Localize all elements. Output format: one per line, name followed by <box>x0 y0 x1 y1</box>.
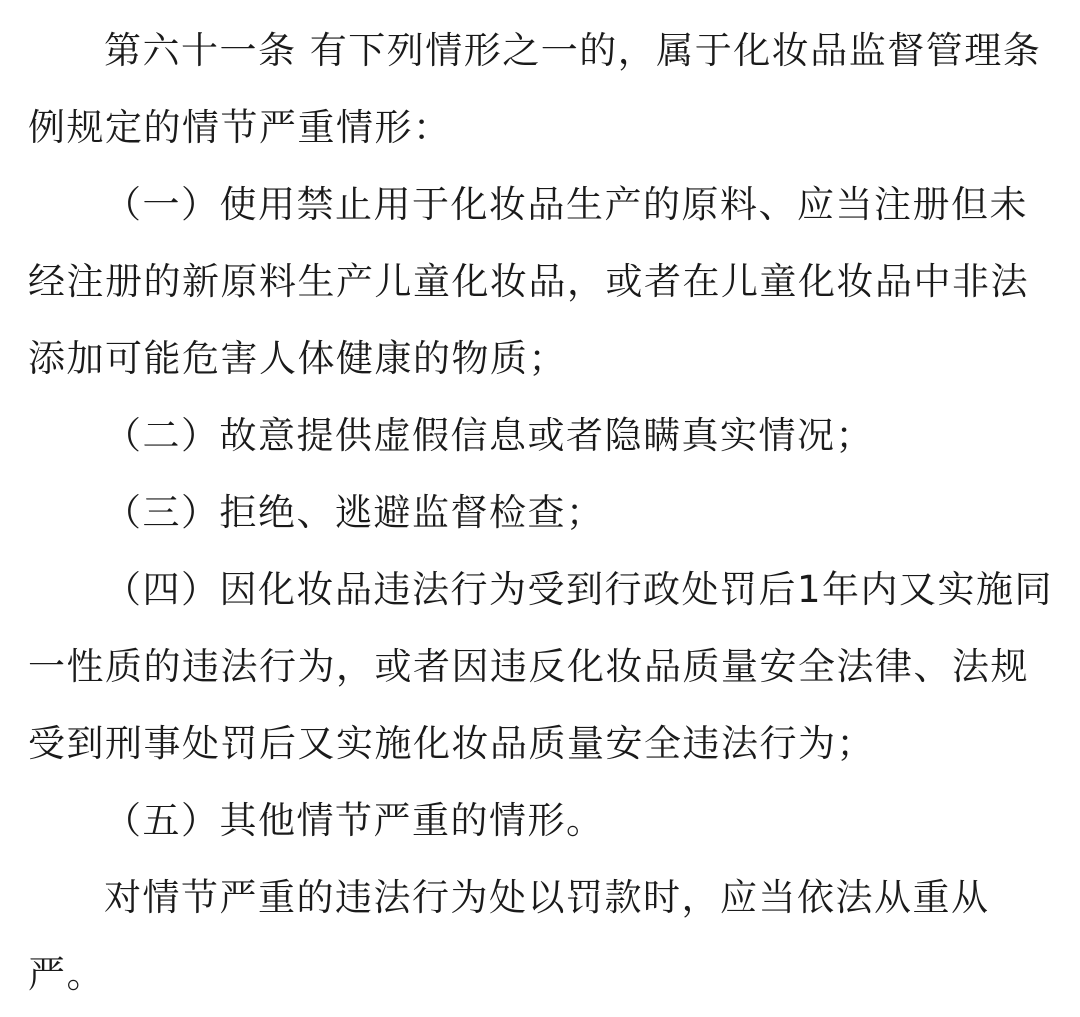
closing-paragraph-line-2: 严。 <box>28 953 105 996</box>
article-heading-line: 第六十一条 有下列情形之一的，属于化妆品监督管理条 <box>104 29 1042 72</box>
item-1-line-2: 经注册的新原料生产儿童化妆品，或者在儿童化妆品中非法 <box>28 260 1029 303</box>
item-5-line: （五）其他情节严重的情形。 <box>104 799 605 842</box>
item-4-line-2: 一性质的违法行为，或者因违反化妆品质量安全法律、法规 <box>28 645 1029 688</box>
item-2-line: （二）故意提供虚假信息或者隐瞒真实情况； <box>104 414 874 457</box>
item-3-line: （三）拒绝、逃避监督检查； <box>104 491 605 534</box>
item-1-line-1: （一）使用禁止用于化妆品生产的原料、应当注册但未 <box>104 183 1028 226</box>
item-4-line-3: 受到刑事处罚后又实施化妆品质量安全违法行为； <box>28 722 875 765</box>
item-1-line-3: 添加可能危害人体健康的物质； <box>28 337 567 380</box>
closing-paragraph-line-1: 对情节严重的违法行为处以罚款时，应当依法从重从 <box>104 876 990 919</box>
article-heading-line-continued: 例规定的情节严重情形： <box>28 106 452 149</box>
item-4-line-1: （四）因化妆品违法行为受到行政处罚后1年内又实施同 <box>104 568 1054 611</box>
